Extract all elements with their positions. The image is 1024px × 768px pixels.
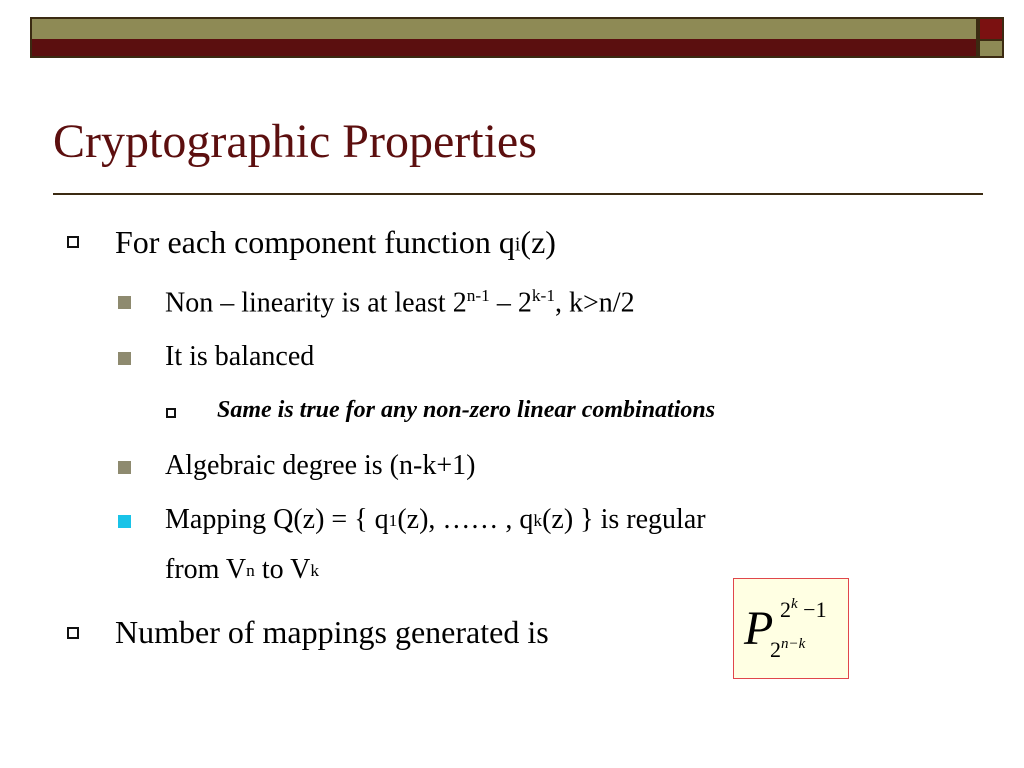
subscript: k bbox=[533, 510, 543, 530]
formula-box bbox=[733, 578, 849, 679]
bullet-text: (z) } is regular bbox=[542, 504, 706, 535]
bullet-text: from V bbox=[165, 554, 247, 585]
bullet-text: (z), …… , q bbox=[397, 504, 534, 535]
bullet-text: For each component function q bbox=[115, 224, 515, 260]
bullet-nonlinearity bbox=[165, 287, 635, 317]
square-bullet bbox=[118, 461, 131, 474]
header-corner-bottom bbox=[978, 41, 1004, 58]
bullet-mapping bbox=[165, 506, 706, 534]
formula-sub-base: 2 bbox=[770, 637, 781, 662]
subscript: n bbox=[246, 560, 255, 580]
subscript: k bbox=[310, 560, 320, 580]
bullet-algebraic-degree: Algebraic degree is (n-k+1) bbox=[165, 450, 476, 481]
bullet-component-function bbox=[115, 226, 556, 258]
bullet-text: Mapping Q(z) = { q bbox=[165, 504, 389, 535]
formula-sup-base: 2 bbox=[780, 597, 791, 622]
formula-sub-exp: n−k bbox=[781, 636, 806, 652]
header-band-lower bbox=[32, 39, 976, 56]
header-corner-top bbox=[978, 17, 1004, 41]
formula-p: P bbox=[744, 602, 774, 655]
bullet-number-of-mappings: Number of mappings generated is bbox=[115, 614, 549, 650]
square-bullet bbox=[118, 296, 131, 309]
bullet-text-tail: (z) bbox=[520, 224, 556, 260]
hollow-square-bullet bbox=[166, 408, 176, 418]
header-band bbox=[30, 17, 978, 58]
hollow-square-bullet bbox=[67, 236, 79, 248]
bullet-text: , k>n/2 bbox=[555, 287, 635, 319]
bullet-balanced: It is balanced bbox=[165, 341, 315, 372]
title-rule bbox=[53, 193, 983, 195]
superscript: n-1 bbox=[466, 286, 490, 305]
cyan-square-bullet bbox=[118, 515, 131, 528]
formula-subscript bbox=[770, 637, 805, 661]
superscript: k-1 bbox=[531, 286, 555, 305]
bullet-text: to V bbox=[254, 554, 311, 585]
subscript: 1 bbox=[388, 510, 398, 530]
slide-title: Cryptographic Properties bbox=[53, 115, 537, 168]
bullet-text: – 2 bbox=[489, 287, 532, 319]
formula-sup-tail: −1 bbox=[797, 597, 827, 622]
formula-sup-exp: k bbox=[791, 596, 798, 612]
bullet-linear-combinations: Same is true for any non-zero linear combinations bbox=[217, 397, 716, 423]
bullet-text: Non – linearity is at least 2 bbox=[165, 287, 467, 319]
subscript: i bbox=[514, 233, 521, 256]
square-bullet bbox=[118, 352, 131, 365]
hollow-square-bullet bbox=[67, 627, 79, 639]
bullet-mapping-continuation bbox=[165, 556, 319, 584]
formula-superscript bbox=[780, 597, 827, 621]
